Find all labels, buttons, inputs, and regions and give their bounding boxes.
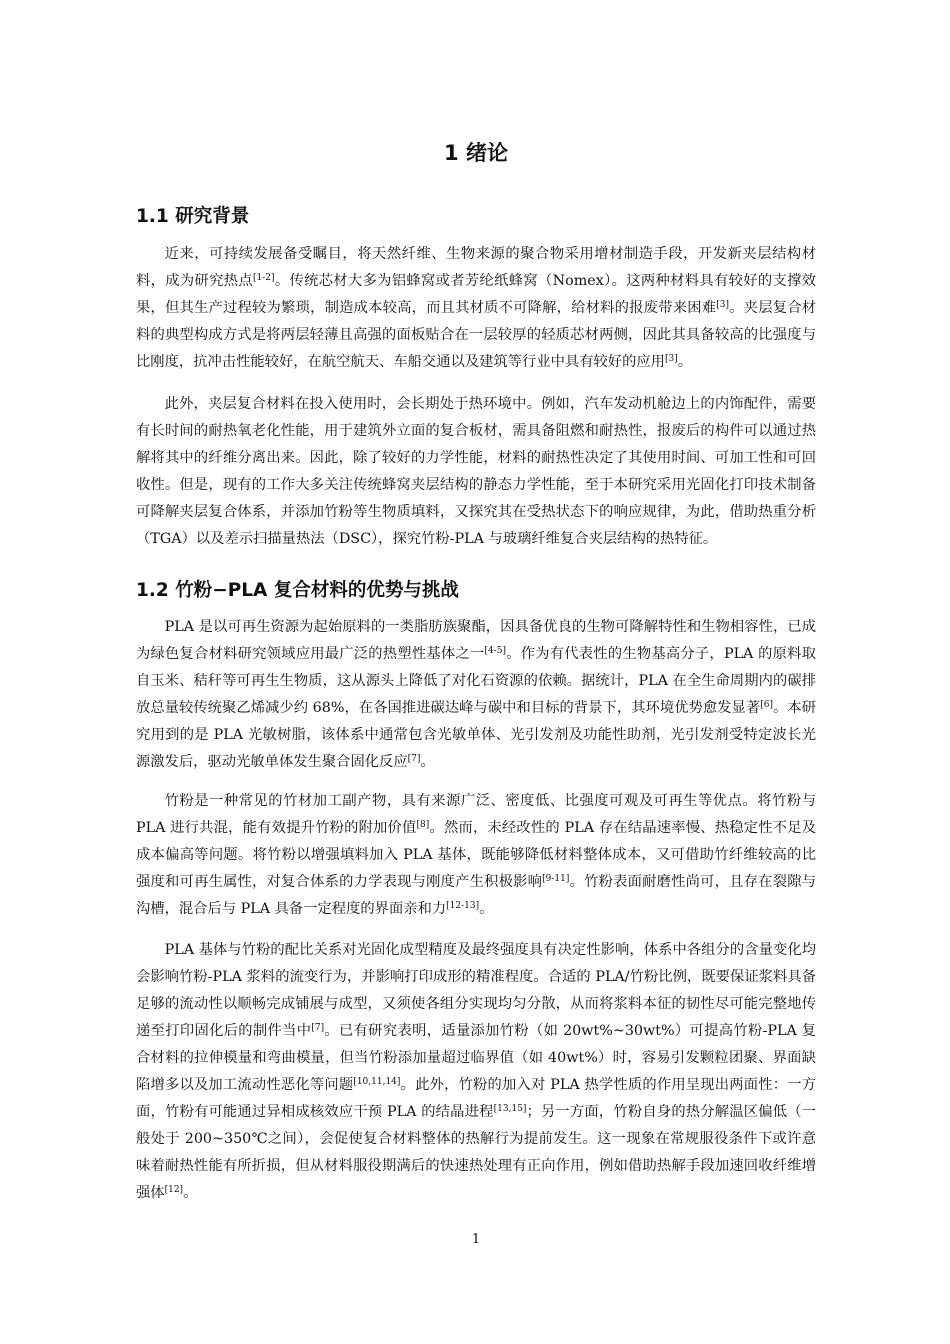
citation-ref: [9-11] [542,874,570,884]
citation-ref: [12] [164,1185,184,1195]
page-number: 1 [471,1232,481,1247]
section-title-1-2: 1.2 竹粉−PLA 复合材料的优势与挑战 [136,580,459,601]
citation-ref: [13,15] [493,1104,527,1114]
paragraph: PLA 基体与竹粉的配比关系对光固化成型精度及最终强度具有决定性影响，体系中各组分的含量变化均会影响竹粉-PLA 浆料的流变行为，并影响打印成形的精准程度。合适的 PLA/竹粉比例，既要保证浆料具备足够的流动性以顺畅完成铺展与成型，又须使各组分实现均匀分散，从而将浆料本征的韧性尽可能完整地传递至打印固化后的制件当中[7]。已有研究表明，适量添加竹粉（如 20wt%~30wt%）可提高竹粉-PLA 复合材料的拉伸模量和弯曲模量，但当竹粉添加量超过临界值（如 40wt%）时，容易引发颗粒团聚、界面缺陷增多以及加工流动性恶化等问题[10,11,14]。此外，竹粉的加入对 PLA 热学性质的作用呈现出两面性：一方面，竹粉有可能通过异相成核效应干预 PLA 的结晶进程[13,15]；另一方面，竹粉自身的热分解温区偏低（一般处于 200~350℃之间），会促使复合材料整体的热解行为提前发生。这一现象在常规服役条件下或许意味着耐热性能有所折损，但从材料服役期满后的快速热处理有正向作用，例如借助热解手段加速回收纤维增强体[12]。 [136,942,817,1201]
paragraph: 近来，可持续发展备受瞩目，将天然纤维、生物来源的聚合物采用增材制造手段，开发新夹层结构材料，成为研究热点[1-2]。传统芯材大多为铝蜂窝或者芳纶纸蜂窝（Nomex）。这两种材料具有较好的支撑效果，但其生产过程较为繁琐，制造成本较高，而且其材质不可降解，给材料的报废带来困难[3]。夹层复合材料的典型构成方式是将两层轻薄且高强的面板贴合在一层较厚的轻质芯材两侧，因此其具备较高的比强度与比刚度，抗冲击性能较好，在航空航天、车船交通以及建筑等行业中具有较好的应用[3]。 [136,246,817,370]
citation-ref: [12-13] [446,901,480,911]
citation-ref: [3] [664,354,678,364]
citation-ref: [1-2] [252,273,275,283]
document-page [136,0,816,1344]
citation-ref: [6] [760,700,773,710]
citation-ref: [7] [407,754,421,764]
paragraph: 竹粉是一种常见的竹材加工副产物，具有来源广泛、密度低、比强度可观及可再生等优点。将竹粉与 PLA 进行共混，能有效提升竹粉的附加价值[8]。然而，未经改性的 PLA 存在结晶速率慢、热稳定性不足及成本偏高等问题。将竹粉以增强填料加入 PLA 基体，既能够降低材料整体成本，又可借助竹纤维较高的比强度和可再生属性，对复合体系的力学表现与刚度产生积极影响[9-11]。竹粉表面耐磨性尚可，且存在裂隙与沟槽，混合后与 PLA 具备一定程度的界面亲和力[12-13]。 [136,793,816,917]
paragraph: PLA 是以可再生资源为起始原料的一类脂肪族聚酯，因具备优良的生物可降解特性和生物相容性，已成为绿色复合材料研究领域应用最广泛的热塑性基体之一[4-5]。作为有代表性的生物基高分子，PLA 的原料取自玉米、秸秆等可再生生物质，这从源头上降低了对化石资源的依赖。据统计，PLA 在全生命周期内的碳排放总量较传统聚乙烯减少约 68%，在各国推进碳达峰与碳中和目标的背景下，其环境优势愈发显著[6]。本研究用到的是 PLA 光敏树脂，该体系中通常包含光敏单体、光引发剂及功能性助剂，光引发剂受特定波长光源激发后，驱动光敏单体发生聚合固化反应[7]。 [136,619,816,770]
citation-ref: [8] [416,820,430,830]
citation-ref: [10,11,14] [353,1077,401,1087]
citation-ref: [3] [716,300,729,310]
citation-ref: [7] [311,1023,325,1033]
chapter-title: 1 绪论 [444,141,508,165]
section-title-1-1: 1.1 研究背景 [136,206,250,227]
citation-ref: [4-5] [484,646,506,656]
paragraph: 此外，夹层复合材料在投入使用时，会长期处于热环境中。例如，汽车发动机舱边上的内饰配件，需要有长时间的耐热氧老化性能，用于建筑外立面的复合板材，需具备阻燃和耐热性，报废后的构件可以通过热解将其中的纤维分离出来。因此，除了较好的力学性能，材料的耐热性决定了其使用时间、可加工性和可回收性。但是，现有的工作大多关注传统蜂窝夹层结构的静态力学性能，至于本研究采用光固化打印技术制备可降解夹层复合体系，并添加竹粉等生物质填料，又探究其在受热状态下的响应规律，为此，借助热重分析（TGA）以及差示扫描量热法（DSC），探究竹粉-PLA 与玻璃纤维复合夹层结构的热特征。 [136,396,816,547]
